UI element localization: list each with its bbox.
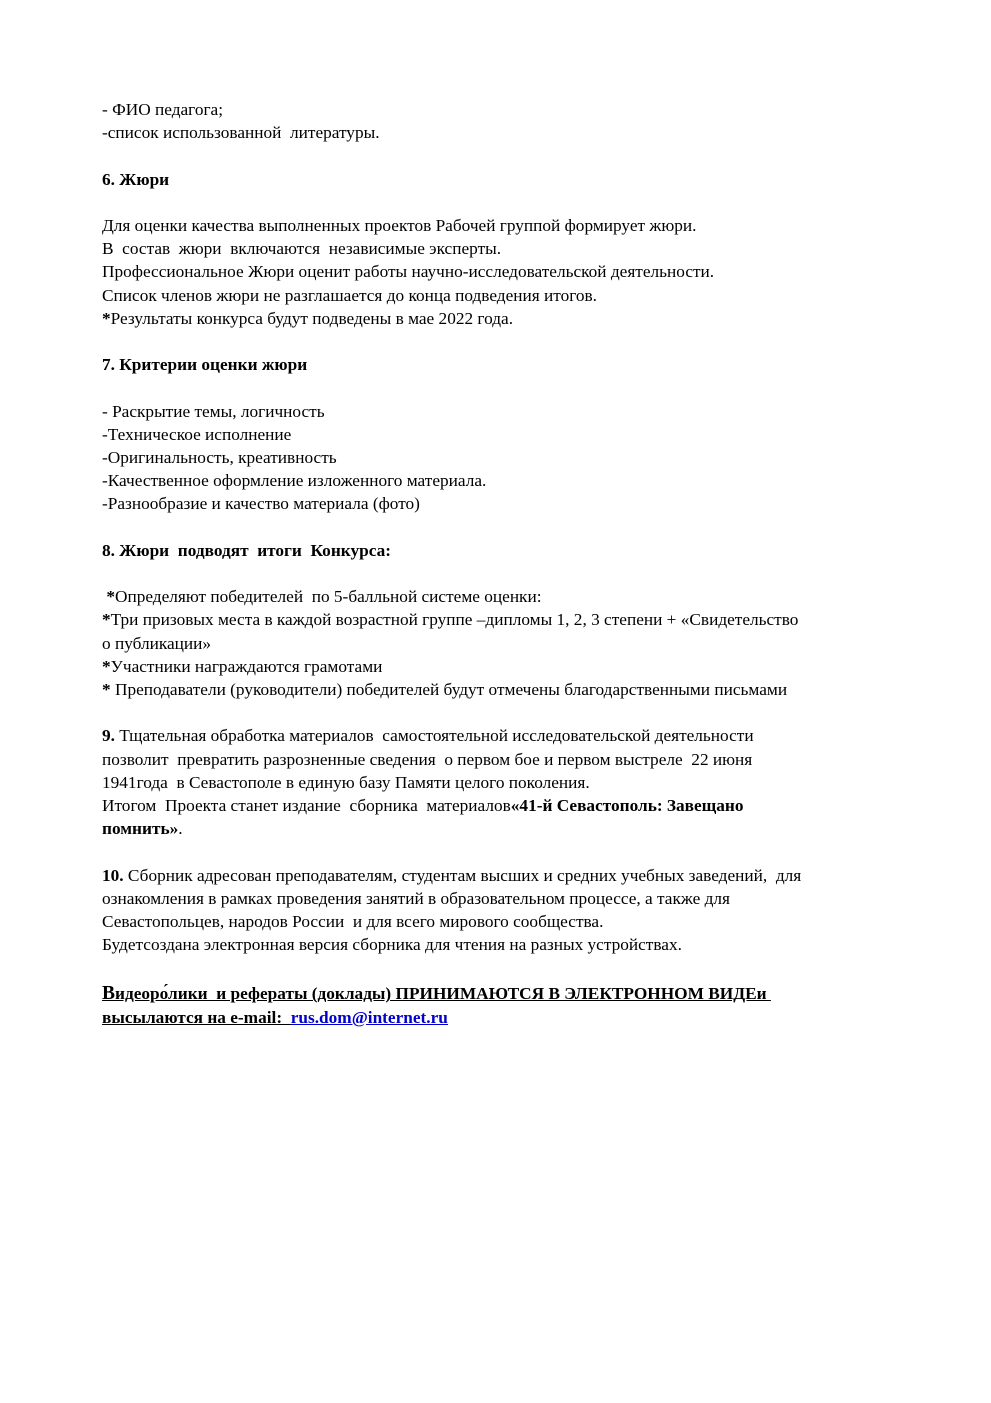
star-mark: * bbox=[102, 656, 111, 676]
section-6-line: Для оценки качества выполненных проектов Рабочей группой формирует жюри. bbox=[102, 215, 697, 235]
star-mark: * bbox=[106, 587, 115, 607]
collection-title-end: помнить» bbox=[102, 819, 179, 839]
results-item: *Участники награждаются грамотами bbox=[102, 656, 383, 676]
section-9-line: Итогом Проекта станет издание сборника материалов«41-й Севастополь: Завещано bbox=[102, 795, 744, 815]
intro-item-literature: -список использованной литературы. bbox=[102, 123, 380, 143]
intro-item-teacher: - ФИО педагога; bbox=[102, 100, 224, 119]
section-6-heading: 6. Жюри bbox=[102, 169, 170, 189]
results-item: * Преподаватели (руководители) победителей будут отмечены благодарственными письмами bbox=[102, 679, 788, 699]
section-8-heading: 8. Жюри подводят итоги Конкурса: bbox=[102, 540, 392, 560]
section-9-number: 9. bbox=[102, 726, 115, 746]
section-10-line: 10. Сборник адресован преподавателям, студентам высших и средних учебных заведений, для bbox=[102, 865, 802, 885]
criteria-item: -Техническое исполнение bbox=[102, 424, 292, 444]
submission-note-line: высылаются на e-mail: rus.dom@internet.ru bbox=[102, 1007, 448, 1027]
section-10-line: Будетсоздана электронная версия сборника для чтения на разных устройствах. bbox=[102, 935, 682, 955]
criteria-item: -Разнообразие и качество материала (фото) bbox=[102, 494, 420, 514]
results-item-continuation: о публикации» bbox=[102, 633, 212, 653]
criteria-item: -Качественное оформление изложенного материала. bbox=[102, 471, 487, 491]
collection-title: «41-й Севастополь: Завещано bbox=[510, 795, 744, 815]
section-6-result-text: Результаты конкурса будут подведены в мае 2022 года. bbox=[110, 308, 514, 328]
section-10-number: 10. bbox=[102, 865, 124, 885]
submission-note-initial: В bbox=[102, 983, 116, 1005]
star-mark: * bbox=[102, 610, 111, 630]
section-6-line: Профессиональное Жюри оценит работы научно-исследовательской деятельности. bbox=[102, 262, 715, 282]
criteria-item: - Раскрытие темы, логичность bbox=[102, 401, 325, 421]
star-mark: * bbox=[102, 308, 111, 328]
section-6-line: В состав жюри включаются независимые эксперты. bbox=[102, 239, 502, 259]
results-item: *Определяют победителей по 5-балльной системе оценки: bbox=[106, 587, 542, 607]
section-6-result bbox=[102, 307, 932, 330]
section-7-heading: 7. Критерии оценки жюри bbox=[102, 355, 308, 375]
star-mark: * bbox=[102, 679, 111, 699]
section-9-line: 1941года в Севастополе в единую базу Памяти целого поколения. bbox=[102, 772, 590, 792]
section-6-line: Список членов жюри не разглашается до конца подведения итогов. bbox=[102, 285, 597, 305]
section-10-line: Севастопольцев, народов России и для всего мирового сообщества. bbox=[102, 911, 604, 931]
document-page bbox=[102, 98, 932, 1029]
submission-note-line: Видеоро́лики и рефераты (доклады) ПРИНИМАЮТСЯ В ЭЛЕКТРОННОМ ВИДЕи bbox=[102, 983, 771, 1005]
results-item: *Три призовых места в каждой возрастной группе –дипломы 1, 2, 3 степени + «Свидетельство bbox=[102, 610, 799, 630]
section-10-line: ознакомления в рамках проведения занятий в образовательном процессе, а также для bbox=[102, 888, 730, 908]
email-link[interactable]: rus.dom@internet.ru bbox=[290, 1007, 448, 1027]
criteria-item: -Оригинальность, креативность bbox=[102, 447, 337, 467]
section-9-line: 9. Тщательная обработка материалов самостоятельной исследовательской деятельности bbox=[102, 726, 754, 746]
section-9-line: позволит превратить разрозненные сведения о первом бое и первом выстреле 22 июня bbox=[102, 749, 753, 769]
section-9-line: помнить». bbox=[102, 819, 183, 839]
submission-note bbox=[102, 982, 932, 1029]
